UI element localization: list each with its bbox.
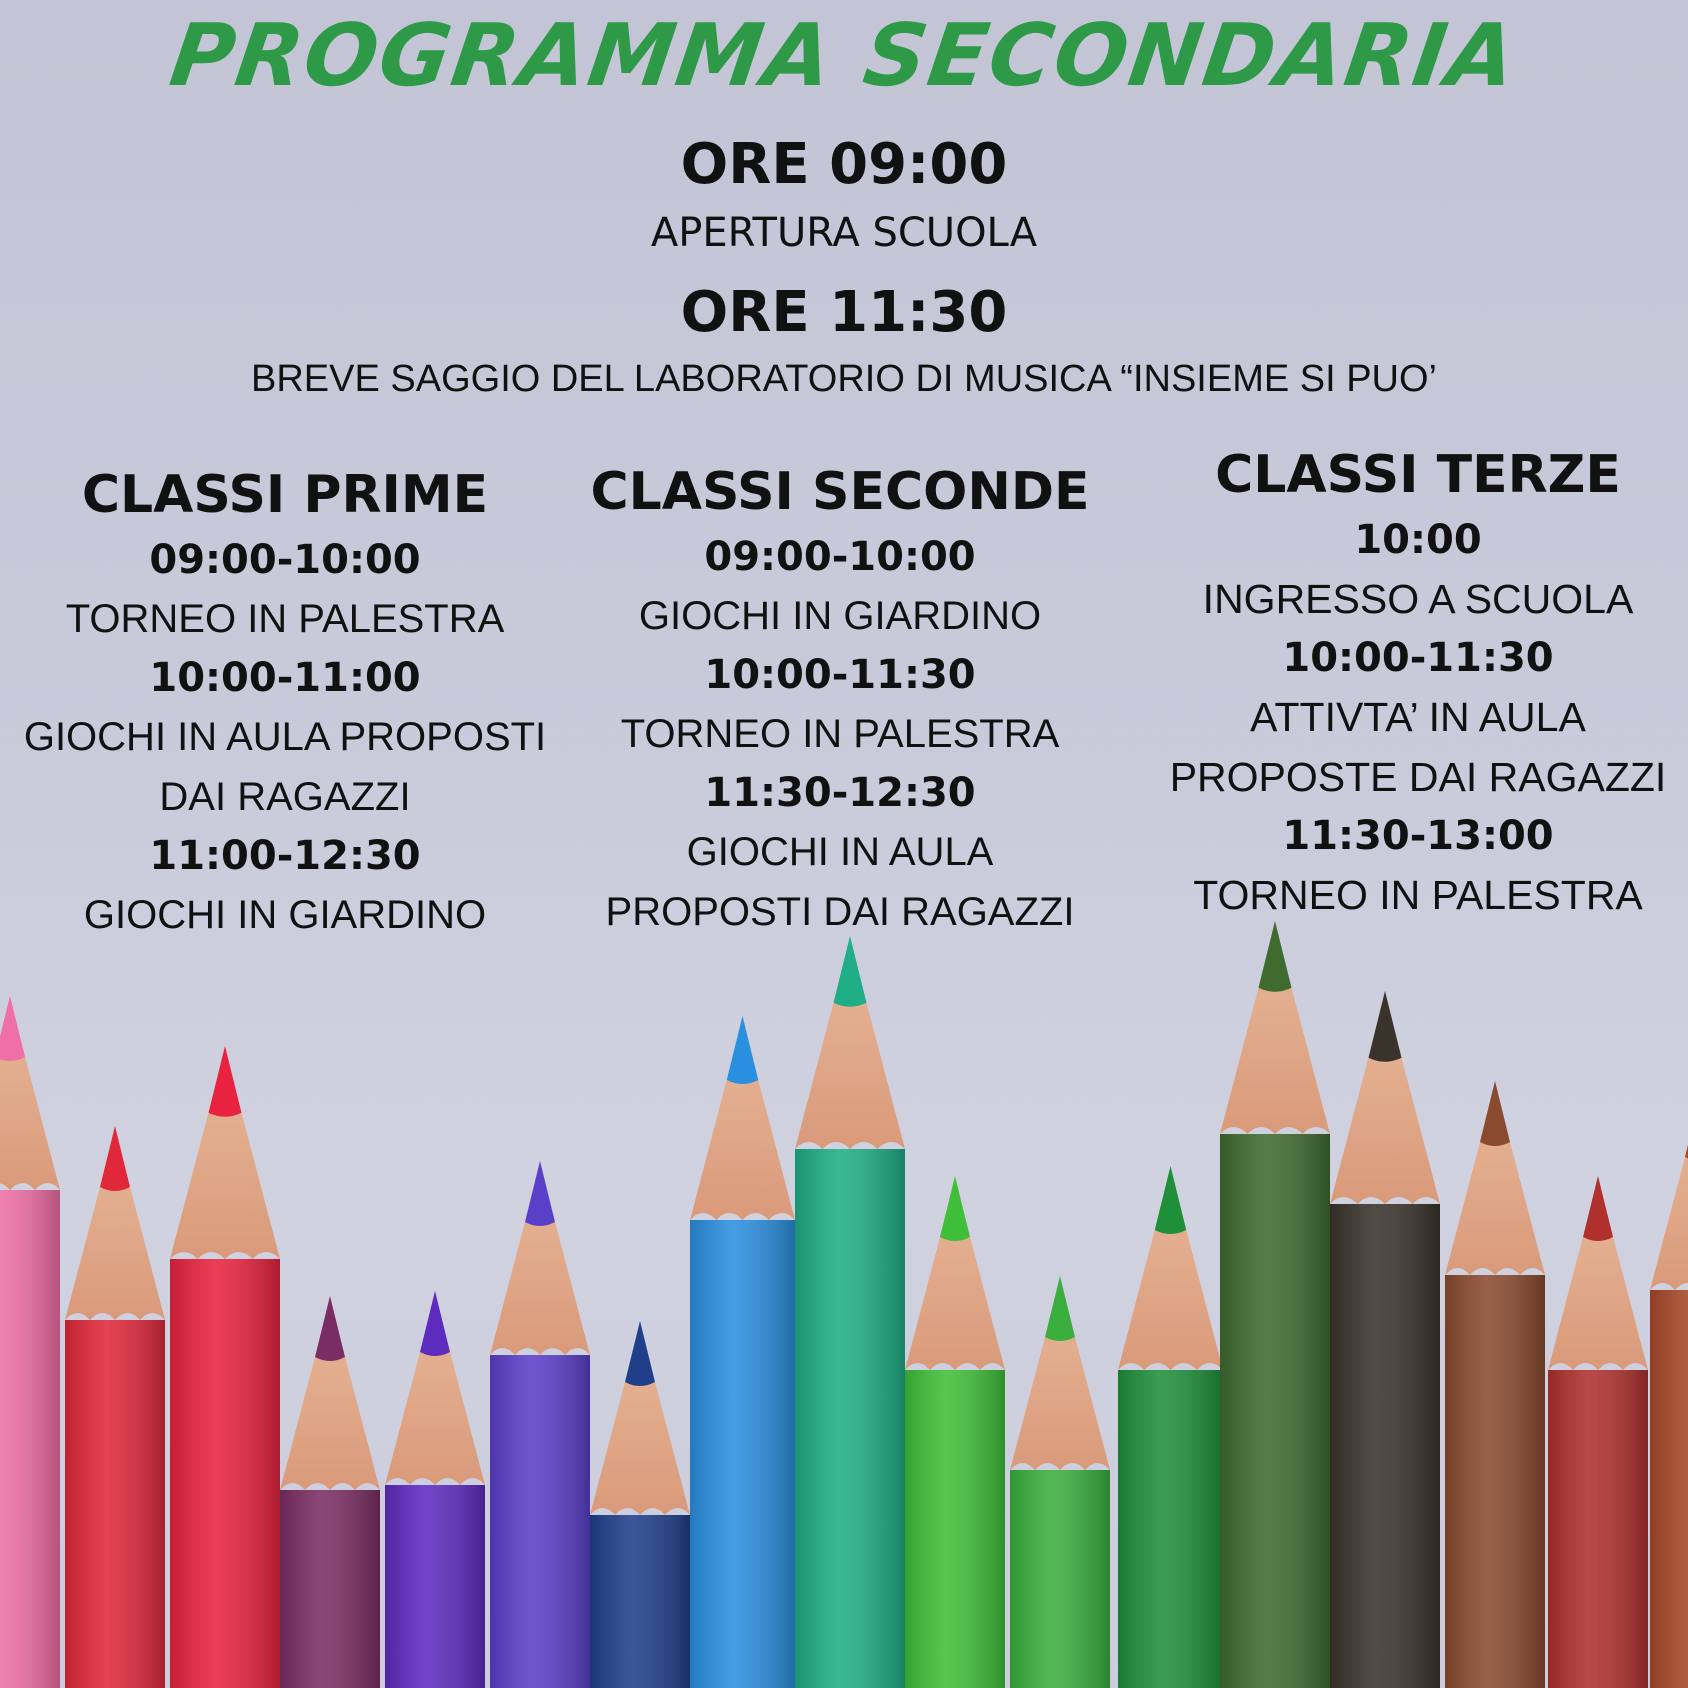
slot-activity: PROPOSTE DAI RAGAZZI [1169,754,1667,800]
slot-time: 09:00-10:00 [149,537,421,583]
slot-time: 10:00-11:30 [704,652,976,698]
pencil [1650,1096,1688,1688]
slot-time: 10:00-11:00 [149,655,421,701]
slot-activity: TORNEO IN PALESTRA [65,597,505,641]
slot-activity: TORNEO IN PALESTRA [1193,872,1643,918]
pencil [1010,1276,1110,1688]
pencil [385,1291,485,1688]
pencil [65,1126,165,1688]
pencil [1445,1081,1545,1688]
slot-time: 09:00-10:00 [704,534,976,580]
pencil [1548,1176,1648,1688]
colored-pencils-illustration [0,880,1688,1688]
general-time-1: ORE 09:00 [680,132,1008,197]
pencil [490,1161,590,1688]
pencil [280,1296,380,1688]
column-classi-terze [1148,445,1688,925]
column-classi-seconde [570,462,1110,942]
slot-activity: GIOCHI IN AULA PROPOSTI [23,715,547,759]
slot-time: 11:30-13:00 [1282,813,1554,859]
pencil [0,996,60,1688]
slot-time: 11:00-12:30 [149,833,421,879]
slot-time: 10:00-11:30 [1282,635,1554,681]
column-classi-prime [0,465,570,945]
slot-activity: INGRESSO A SCUOLA [1202,576,1634,622]
column-heading: CLASSI TERZE [1215,445,1621,505]
pencil [795,936,905,1688]
general-time-2: ORE 11:30 [680,280,1008,345]
pencil [170,1046,280,1688]
pencil [690,1016,795,1688]
slot-activity: GIOCHI IN GIARDINO [638,594,1042,638]
slot-activity: DAI RAGAZZI [159,775,411,819]
slot-activity: GIOCHI IN GIARDINO [83,893,487,937]
pencil [590,1321,690,1688]
pencil [1330,991,1440,1688]
pencil [1118,1166,1223,1688]
slot-activity: TORNEO IN PALESTRA [620,712,1060,756]
column-heading: CLASSI PRIME [81,465,489,525]
slot-activity: GIOCHI IN AULA [686,830,994,874]
slot-activity: PROPOSTI DAI RAGAZZI [605,890,1075,934]
slot-activity: ATTIVTA’ IN AULA [1250,694,1586,740]
page-title: PROGRAMMA SECONDARIA [164,6,1524,106]
column-heading: CLASSI SECONDE [590,462,1090,522]
slot-time: 11:30-12:30 [704,770,976,816]
general-desc-1: APERTURA SCUOLA [650,210,1038,256]
pencil [1220,921,1330,1688]
slot-time: 10:00 [1354,517,1482,563]
pencil [905,1176,1005,1688]
general-desc-2: BREVE SAGGIO DEL LABORATORIO DI MUSICA “INSIEME SI PUO’ [251,358,1437,400]
